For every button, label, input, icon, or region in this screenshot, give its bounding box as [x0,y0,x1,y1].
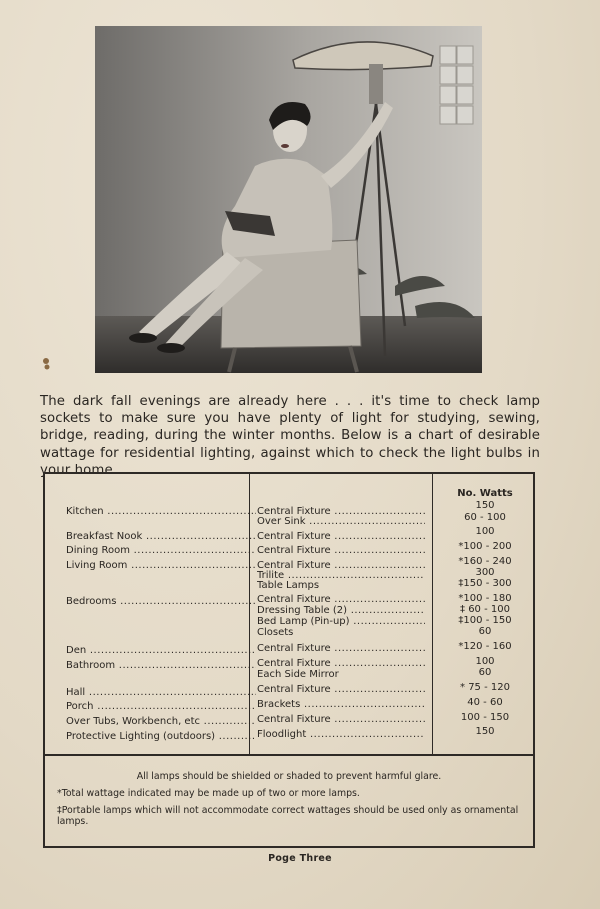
fixture-cell: Central Fixture ..... [257,643,425,654]
watts-cell: *100 - 180 [458,593,512,604]
room-cell: Breakfast Nook ..... [66,531,256,542]
fixture-cell: Bed Lamp (Pin-up) ..... [257,616,425,627]
room-cell: Over Tubs, Workbench, etc ..... [66,716,256,727]
watts-cell: 60 [478,667,492,678]
watts-cell: ‡ 60 - 100 [460,604,510,615]
watts-cell: 100 [475,526,495,537]
room-cell: Bathroom ..... [66,660,256,671]
fixture-cell: Central Fixture ..... [257,594,425,605]
watts-cell: 60 - 100 [464,512,506,523]
watts-cell: ‡100 - 150 [458,615,512,626]
watts-cell: 150 [475,500,495,511]
photo-woman-reading-by-floor-lamp [95,26,482,373]
notes-divider [45,754,533,756]
fixture-cell: Floodlight ..... [257,729,425,740]
fixture-cell: Table Lamps [257,580,320,591]
watts-cell: 300 [475,567,495,578]
room-cell: Living Room ..... [66,560,256,571]
fixture-cell: Dressing Table (2) ..... [257,605,425,616]
watts-cell: ‡150 - 300 [458,578,512,589]
column-divider-2 [432,474,433,754]
watts-cell: 60 [478,626,492,637]
watts-cell: * 75 - 120 [460,682,510,693]
room-cell: Porch ..... [66,701,256,712]
note-shielded: All lamps should be shielded or shaded to prevent harmful glare. [136,771,442,782]
note-total-wattage: *Total wattage indicated may be made up of two or more lamps. [57,788,360,799]
fixture-cell: Over Sink ..... [257,516,425,527]
fixture-cell: Trilite ..... [257,570,425,581]
watts-cell: 100 - 150 [460,712,510,723]
fixture-cell: Central Fixture ..... [257,684,425,695]
room-cell: Protective Lighting (outdoors) ..... [66,731,256,742]
watts-cell: 40 - 60 [467,697,503,708]
watts-cell: 100 [475,656,495,667]
fixture-cell: Central Fixture ..... [257,545,425,556]
room-cell: Den ..... [66,645,256,656]
fixture-cell: Central Fixture ..... [257,714,425,725]
paper-stain [42,356,51,370]
fixture-cell: Brackets ..... [257,699,425,710]
intro-paragraph: The dark fall evenings are already here . . . it's time to check lamp sockets to make sure you have plenty of light for studying, sewing, bridge, reading, during the winter months. Below is a chart of desirable wattage for residential lighting, against which to check the light bulbs in your home. [40,394,540,478]
fixture-cell: Central Fixture ..... [257,658,425,669]
fixture-cell: Central Fixture ..... [257,506,425,517]
watts-cell: 150 [475,726,495,737]
fixture-cell: Each Side Mirror [257,669,339,680]
wattage-chart [43,472,535,848]
note-portable-lamps: ‡Portable lamps which will not accommodate correct wattages should be used only as ornamental lamps. [57,805,519,827]
watts-cell: *160 - 240 [458,556,512,567]
room-cell: Kitchen ..... [66,506,256,517]
room-cell: Hall ..... [66,687,256,698]
room-cell: Bedrooms ..... [66,596,256,607]
watts-cell: *120 - 160 [458,641,512,652]
watts-cell: *100 - 200 [458,541,512,552]
page-number: Poge Three [268,853,332,864]
room-cell: Dining Room ..... [66,545,256,556]
fixture-cell: Central Fixture ..... [257,560,425,571]
watts-column-header: No. Watts [457,488,513,499]
fixture-cell: Closets [257,627,294,638]
fixture-cell: Central Fixture ..... [257,531,425,542]
